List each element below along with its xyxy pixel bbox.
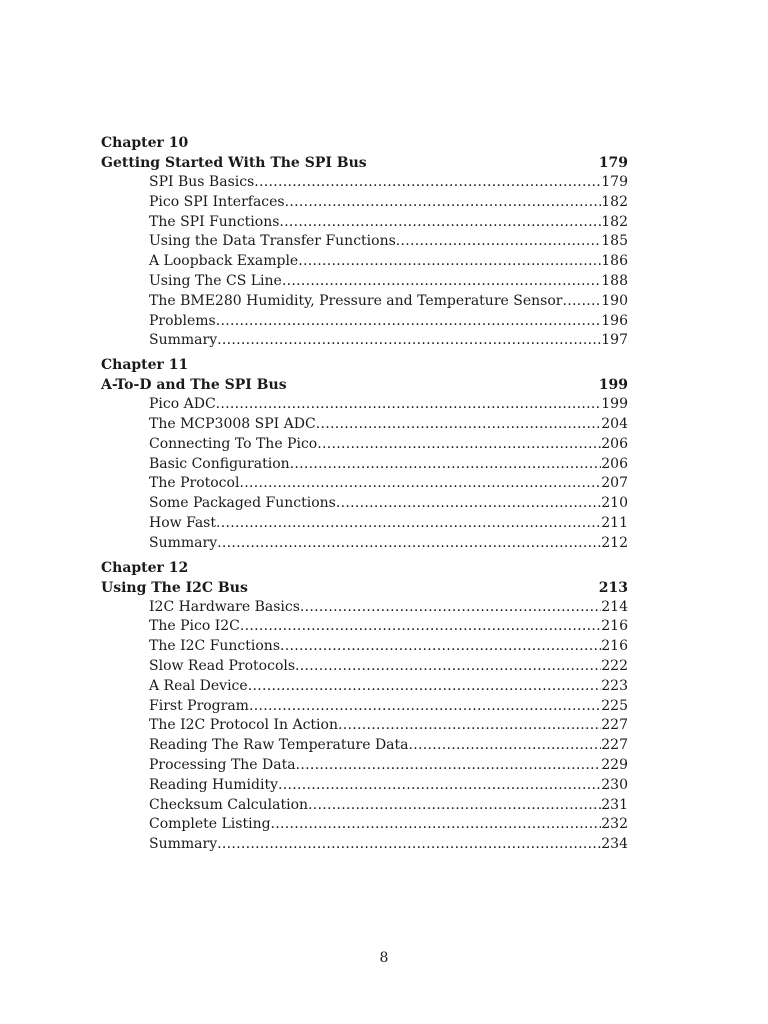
toc-entry[interactable] (101, 617, 628, 637)
entry-page: 206 (601, 435, 628, 452)
dot-leader (216, 312, 602, 332)
dot-leader (280, 637, 601, 657)
toc-entry[interactable] (101, 312, 628, 332)
dot-leader (336, 494, 601, 514)
entry-title: The Pico I2C (149, 618, 240, 635)
entry-page: 179 (601, 174, 628, 190)
toc-entry[interactable] (101, 213, 628, 233)
toc-entry[interactable] (101, 252, 628, 272)
toc-entry[interactable] (101, 173, 628, 193)
entry-page: 223 (601, 677, 628, 694)
dot-leader (217, 534, 601, 554)
entry-page: 225 (601, 697, 628, 714)
toc-entry[interactable] (101, 637, 628, 657)
dot-leader (316, 415, 602, 435)
chapter-heading[interactable] (101, 578, 628, 598)
toc-entry[interactable] (101, 415, 628, 435)
entry-title: First Program (149, 697, 249, 714)
entry-title: Connecting To The Pico (149, 435, 318, 452)
toc-entry[interactable] (101, 514, 628, 534)
entry-page: 186 (601, 253, 628, 270)
entry-title: Problems (149, 312, 216, 329)
dot-leader (396, 232, 601, 252)
toc-entry[interactable] (101, 756, 628, 776)
table-of-contents (101, 133, 628, 859)
toc-entry[interactable] (101, 272, 628, 292)
toc-entry[interactable] (101, 292, 628, 312)
dot-leader (295, 657, 601, 677)
chapter-label: Chapter 12 (101, 559, 189, 576)
entry-page: 231 (601, 796, 628, 813)
section-list (101, 598, 628, 855)
toc-entry[interactable] (101, 835, 628, 855)
toc-entry[interactable] (101, 677, 628, 697)
entry-title: Summary (149, 332, 218, 349)
entry-title: Slow Read Protocols (149, 657, 296, 674)
dot-leader (282, 272, 601, 292)
entry-title: Using The CS Line (149, 272, 282, 289)
entry-page: 222 (601, 657, 628, 674)
entry-page: 204 (601, 415, 628, 432)
entry-title: Processing The Data (149, 756, 296, 773)
entry-page: 185 (601, 233, 628, 250)
dot-leader (249, 697, 601, 717)
entry-page: 216 (601, 638, 628, 655)
entry-title: How Fast (149, 514, 216, 531)
section-list (101, 395, 628, 553)
page-number: 8 (379, 950, 389, 966)
chapter-page: 199 (598, 377, 628, 394)
entry-page: 210 (601, 495, 628, 512)
toc-entry[interactable] (101, 776, 628, 796)
chapter-10 (101, 133, 628, 351)
entry-title: Pico SPI Interfaces (149, 193, 285, 210)
entry-title: The I2C Protocol In Action (149, 717, 338, 734)
entry-page: 188 (601, 272, 628, 289)
dot-leader (296, 756, 602, 776)
toc-entry[interactable] (101, 736, 628, 756)
dot-leader (562, 292, 601, 312)
dot-leader (317, 435, 601, 455)
entry-title: SPI Bus Basics (149, 174, 255, 190)
toc-entry[interactable] (101, 455, 628, 475)
toc-entry[interactable] (101, 534, 628, 554)
toc-entry[interactable] (101, 395, 628, 415)
entry-page: 232 (601, 816, 628, 833)
toc-entry[interactable] (101, 796, 628, 816)
chapter-label: Chapter 10 (101, 135, 189, 151)
entry-page: 206 (601, 455, 628, 472)
toc-entry[interactable] (101, 598, 628, 618)
entry-title: Checksum Calculation (149, 796, 309, 813)
dot-leader (409, 736, 602, 756)
dot-leader (248, 677, 602, 697)
dot-leader (308, 796, 601, 816)
entry-title: The MCP3008 SPI ADC (149, 415, 316, 432)
dot-leader (290, 455, 602, 475)
entry-page: 216 (601, 618, 628, 635)
entry-title: A Loopback Example (149, 253, 299, 270)
dot-leader (216, 395, 602, 415)
entry-page: 211 (601, 514, 628, 531)
entry-title: Some Packaged Functions (149, 495, 336, 512)
entry-title: Reading Humidity (149, 776, 278, 793)
chapter-page: 213 (598, 579, 628, 596)
entry-page: 214 (601, 598, 628, 615)
toc-entry[interactable] (101, 474, 628, 494)
dot-leader (217, 331, 601, 351)
dot-leader (271, 815, 602, 835)
entry-title: Summary (149, 534, 218, 551)
chapter-title: Getting Started With The SPI Bus (101, 155, 367, 171)
chapter-title: Using The I2C Bus (101, 579, 248, 596)
toc-entry[interactable] (101, 232, 628, 252)
chapter-title: A-To-D and The SPI Bus (101, 377, 287, 394)
entry-title: Using the Data Transfer Functions (149, 233, 396, 250)
entry-title: A Real Device (149, 677, 248, 694)
section-list (101, 173, 628, 351)
toc-entry[interactable] (101, 331, 628, 351)
toc-entry[interactable] (101, 435, 628, 455)
entry-title: The Protocol (149, 475, 240, 492)
chapter-heading[interactable] (101, 375, 628, 395)
entry-title: The BME280 Humidity, Pressure and Temperature Sensor (149, 292, 563, 309)
entry-page: 197 (601, 332, 628, 349)
dot-leader (300, 598, 601, 618)
entry-page: 229 (601, 756, 628, 773)
entry-title: The SPI Functions (149, 213, 280, 230)
toc-entry[interactable] (101, 697, 628, 717)
dot-leader (338, 716, 601, 736)
toc-entry[interactable] (101, 815, 628, 835)
dot-leader (217, 835, 601, 855)
entry-title: Summary (149, 836, 218, 853)
chapter-label: Chapter 11 (101, 357, 189, 374)
entry-page: 182 (601, 193, 628, 210)
toc-entry[interactable] (101, 193, 628, 213)
entry-title: Complete Listing (149, 816, 271, 833)
toc-entry[interactable] (101, 494, 628, 514)
chapter-11 (101, 355, 628, 553)
entry-title: Pico ADC (149, 396, 216, 413)
entry-page: 199 (601, 396, 628, 413)
dot-leader (240, 617, 601, 637)
entry-page: 182 (601, 213, 628, 230)
dot-leader (254, 173, 601, 193)
entry-title: Reading The Raw Temperature Data (149, 737, 409, 754)
dot-leader (239, 474, 601, 494)
entry-page: 207 (601, 475, 628, 492)
entry-title: The I2C Functions (149, 638, 281, 655)
entry-page: 227 (601, 717, 628, 734)
toc-entry[interactable] (101, 657, 628, 677)
dot-leader (298, 252, 601, 272)
entry-page: 212 (601, 534, 628, 551)
toc-entry[interactable] (101, 716, 628, 736)
entry-page: 190 (601, 292, 628, 309)
entry-page: 230 (601, 776, 628, 793)
entry-title: Basic Configuration (149, 455, 290, 472)
entry-page: 234 (601, 836, 628, 853)
dot-leader (216, 514, 601, 534)
dot-leader (279, 213, 601, 233)
chapter-12 (101, 558, 628, 855)
entry-page: 196 (601, 312, 628, 329)
entry-page: 227 (601, 737, 628, 754)
entry-title: I2C Hardware Basics (149, 598, 300, 615)
chapter-page: 179 (598, 155, 628, 171)
dot-leader (285, 193, 602, 213)
dot-leader (278, 776, 601, 796)
chapter-heading[interactable] (101, 153, 628, 173)
